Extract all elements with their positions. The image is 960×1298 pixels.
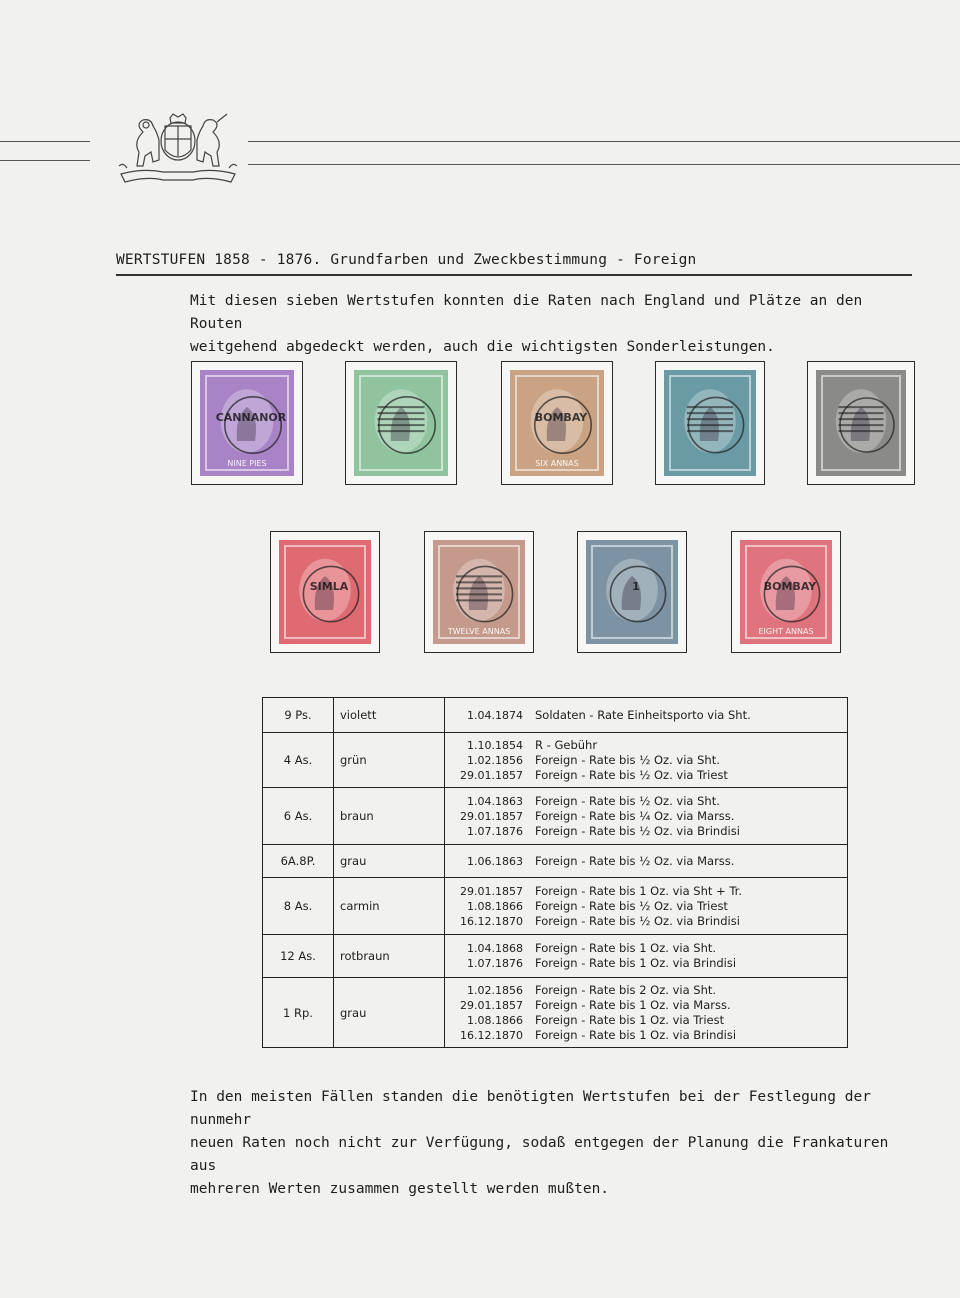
rate-color: braun — [334, 788, 445, 845]
rate-date: 29.01.1857 — [460, 768, 523, 782]
rate-description: Foreign - Rate bis ½ Oz. via Triest — [535, 767, 728, 782]
rate-value: 1 Rp. — [263, 978, 334, 1048]
page-title: WERTSTUFEN 1858 - 1876. Grundfarben und Zweckbestimmung - Foreign — [116, 252, 697, 268]
rate-description: Foreign - Rate bis 1 Oz. via Brindisi — [535, 956, 737, 970]
rate-description: Foreign - Rate bis 1 Oz. via Sht. — [535, 941, 717, 955]
stamp-9-pies — [200, 370, 294, 476]
stamp-frame-8-annas-carmine — [731, 531, 841, 653]
rate-date: 1.07.1876 — [467, 824, 523, 838]
rate-dates — [445, 788, 530, 845]
royal-coat-of-arms-icon — [113, 112, 243, 186]
rate-dates — [445, 845, 530, 878]
rate-color: violett — [334, 698, 445, 733]
rate-value: 4 As. — [263, 733, 334, 788]
rate-descriptions — [529, 698, 848, 733]
intro-text — [190, 290, 910, 359]
rate-date: 29.01.1857 — [460, 884, 523, 898]
rate-description: Soldaten - Rate Einheitsporto via Sht. — [535, 707, 751, 722]
postmark-text: BOMBAY — [534, 411, 588, 424]
rate-color: grau — [334, 978, 445, 1048]
rate-dates — [445, 698, 530, 733]
postmark-text: 1 — [632, 580, 640, 593]
rate-row — [263, 935, 848, 978]
header-rule-left-top — [0, 141, 90, 142]
rate-value: 8 As. — [263, 878, 334, 935]
rate-description: Foreign - Rate bis ½ Oz. via Marss. — [535, 853, 735, 868]
rate-date: 1.10.1854 — [467, 738, 523, 752]
rate-row — [263, 878, 848, 935]
rate-description: R - Gebühr — [535, 737, 598, 752]
rate-value: 6 As. — [263, 788, 334, 845]
rate-description: Foreign - Rate bis 1 Oz. via Sht + Tr. — [535, 883, 742, 898]
closing-line: In den meisten Fällen standen die benötigten Wertstufen bei der Festlegung der nunmehr — [190, 1089, 871, 1128]
rate-description: Foreign - Rate bis 2 Oz. via Sht. — [535, 982, 717, 997]
rate-row — [263, 978, 848, 1048]
rate-date: 16.12.1870 — [460, 1028, 523, 1042]
rate-date: 1.04.1868 — [467, 942, 523, 955]
header-rule-right-bottom — [248, 164, 960, 165]
rate-value: 12 As. — [263, 935, 334, 978]
rate-color: carmin — [334, 878, 445, 935]
postmark-text: SIMLA — [309, 580, 349, 593]
rate-descriptions — [529, 733, 848, 788]
rate-color: grau — [334, 845, 445, 878]
stamp-frame-1-rupee — [577, 531, 687, 653]
rate-date: 1.07.1876 — [467, 957, 523, 970]
rate-row — [263, 788, 848, 845]
rate-descriptions — [529, 935, 848, 978]
rate-description: Foreign - Rate bis ½ Oz. via Triest — [535, 898, 728, 913]
stamp-8-annas-carmine — [740, 540, 832, 644]
rate-date: 1.02.1856 — [467, 983, 523, 997]
header-rule-right-top — [248, 141, 960, 142]
stamp-frame-6a8p-blue — [655, 361, 765, 485]
header-rule-left-bottom — [0, 160, 90, 161]
stamp-frame-9-pies — [191, 361, 303, 485]
rates-table — [262, 697, 848, 1048]
rate-description: Foreign - Rate bis ½ Oz. via Sht. — [535, 793, 720, 808]
rate-description: Foreign - Rate bis ½ Oz. via Sht. — [535, 752, 720, 767]
rate-description: Foreign - Rate bis ½ Oz. via Brindisi — [535, 823, 740, 838]
rate-row — [263, 698, 848, 733]
rate-date: 1.08.1866 — [467, 1013, 523, 1027]
rate-descriptions — [529, 978, 848, 1048]
stamp-value-label: TWELVE ANNAS — [447, 627, 511, 636]
stamp-4-annas — [354, 370, 448, 476]
stamp-frame-8-annas — [270, 531, 380, 653]
postmark-text: CANNANOR — [215, 411, 287, 424]
rate-dates — [445, 733, 530, 788]
rate-description: Foreign - Rate bis 1 Oz. via Brindisi — [535, 1027, 737, 1042]
rate-description: Foreign - Rate bis ¼ Oz. via Marss. — [535, 808, 735, 823]
rate-color: rotbraun — [334, 935, 445, 978]
stamp-frame-4-annas — [345, 361, 457, 485]
rate-date: 1.08.1866 — [467, 899, 523, 913]
rate-date: 1.04.1863 — [467, 794, 523, 808]
stamp-12-annas — [433, 540, 525, 644]
rate-description: Foreign - Rate bis ½ Oz. via Brindisi — [535, 913, 740, 928]
closing-text — [190, 1086, 920, 1201]
stamp-grey — [816, 370, 906, 476]
stamp-frame-12-annas — [424, 531, 534, 653]
rate-row — [263, 845, 848, 878]
rate-date: 29.01.1857 — [460, 998, 523, 1012]
stamp-frame-grey — [807, 361, 915, 485]
rate-descriptions — [529, 845, 848, 878]
postmark-text: BOMBAY — [763, 580, 817, 593]
rate-dates — [445, 935, 530, 978]
stamp-1-rupee — [586, 540, 678, 644]
stamp-value-label: SIX ANNAS — [535, 459, 579, 468]
rate-descriptions — [529, 878, 848, 935]
rate-date: 1.06.1863 — [467, 854, 523, 868]
rate-description: Foreign - Rate bis 1 Oz. via Triest — [535, 1012, 725, 1027]
rate-date: 29.01.1857 — [460, 809, 523, 823]
stamp-blue — [664, 370, 756, 476]
stamp-value-label: NINE PIES — [227, 459, 267, 468]
rate-description: Foreign - Rate bis 1 Oz. via Marss. — [535, 997, 731, 1012]
rate-value: 6A.8P. — [263, 845, 334, 878]
rate-descriptions — [529, 788, 848, 845]
rate-row — [263, 733, 848, 788]
closing-line: mehreren Werten zusammen gestellt werden mußten. — [190, 1181, 610, 1197]
closing-line: neuen Raten noch nicht zur Verfügung, sodaß entgegen der Planung die Frankaturen aus — [190, 1135, 889, 1174]
stamp-value-label: EIGHT ANNAS — [758, 627, 814, 636]
stamp-6-annas — [510, 370, 604, 476]
rate-dates — [445, 878, 530, 935]
rate-date: 16.12.1870 — [460, 914, 523, 928]
rate-color: grün — [334, 733, 445, 788]
rate-date: 1.04.1874 — [467, 708, 523, 722]
stamp-8-annas — [279, 540, 371, 644]
stamp-frame-6-annas — [501, 361, 613, 485]
intro-line: weitgehend abgedeckt werden, auch die wichtigsten Sonderleistungen. — [190, 339, 775, 355]
title-underline — [116, 274, 912, 276]
intro-line: Mit diesen sieben Wertstufen konnten die Raten nach England und Plätze an den Routen — [190, 293, 863, 332]
rate-date: 1.02.1856 — [467, 753, 523, 767]
rate-value: 9 Ps. — [263, 698, 334, 733]
rate-dates — [445, 978, 530, 1048]
